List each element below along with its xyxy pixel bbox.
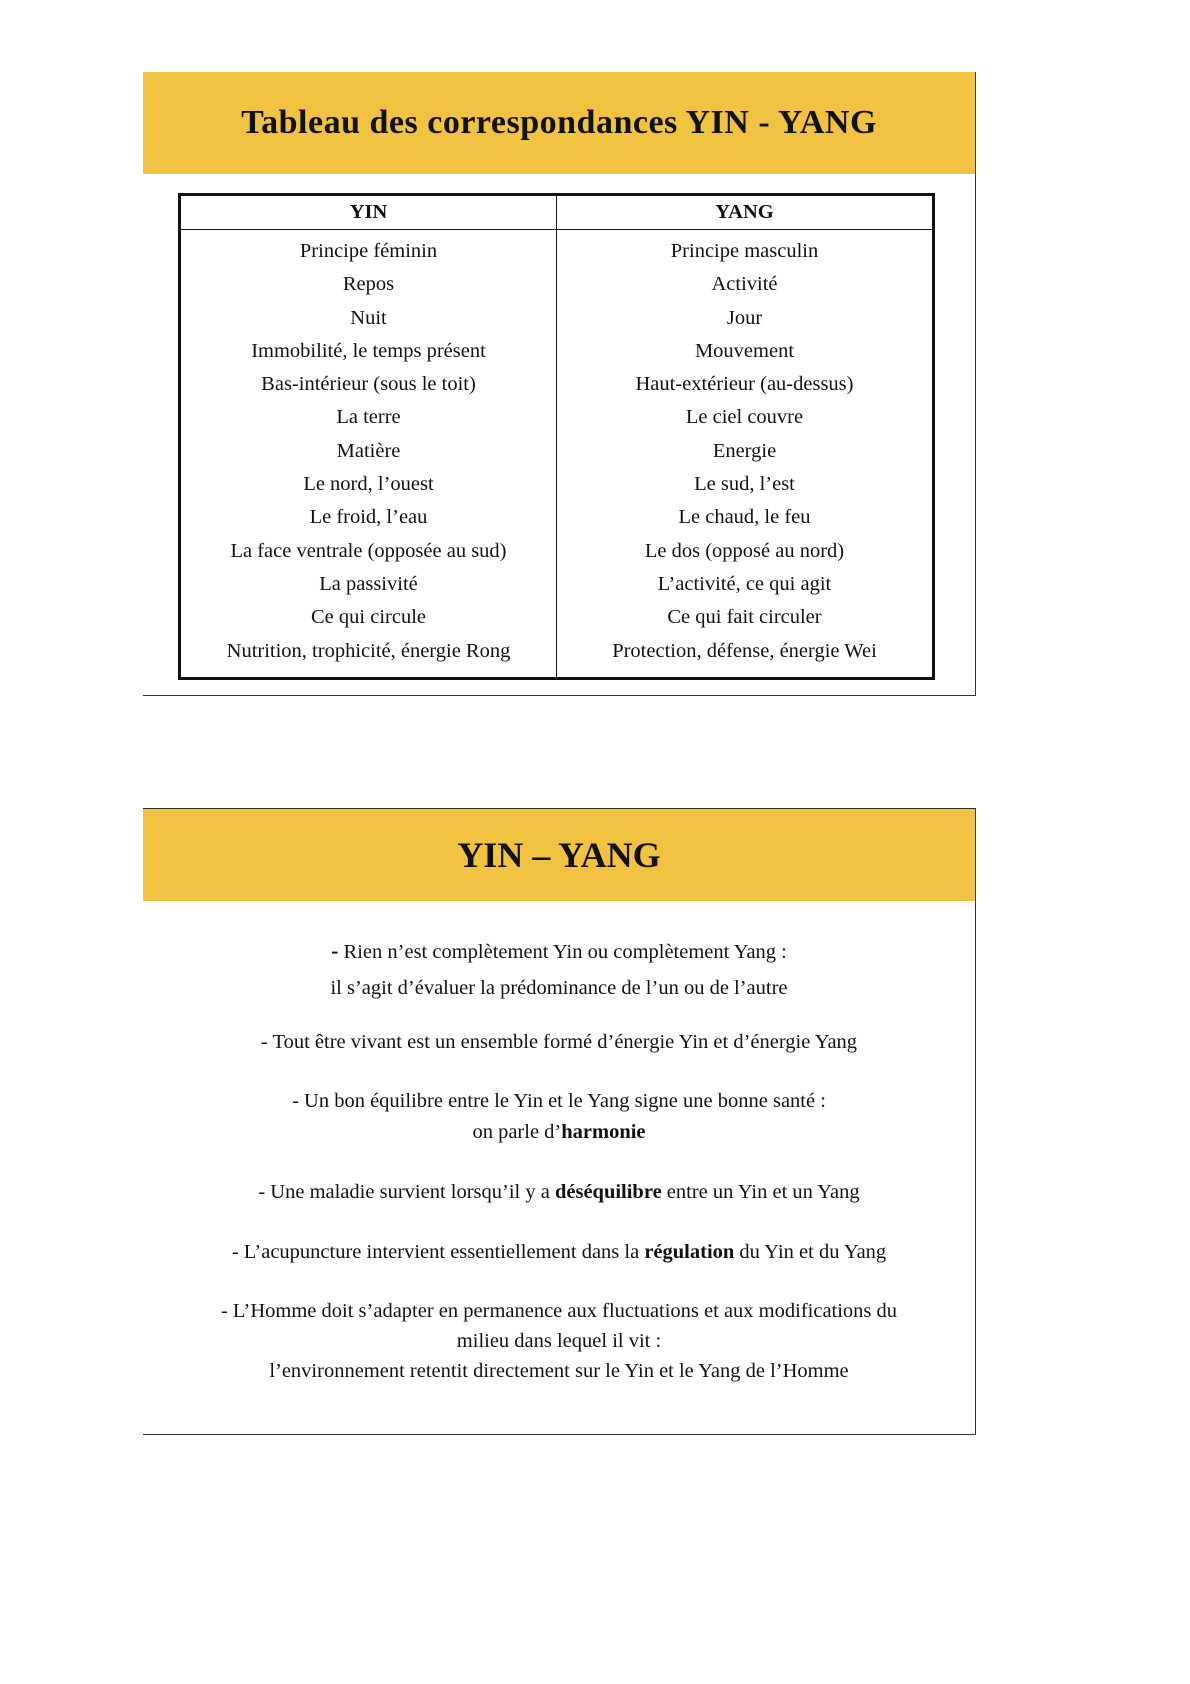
header-yang: YANG	[557, 195, 934, 230]
yin-cell: Ce qui circule	[311, 606, 426, 629]
p6-line3: l’environnement retentit directement sur le Yin et le Yang de l’Homme	[269, 1360, 849, 1382]
yin-cell: Le nord, l’ouest	[303, 473, 434, 496]
yang-cell: Le ciel couvre	[685, 406, 804, 429]
p1-line1: Rien n’est complètement Yin ou complètement Yang :	[338, 941, 787, 963]
yang-cell: Le chaud, le feu	[678, 506, 811, 529]
yang-column	[557, 230, 934, 679]
yin-cell: Nutrition, trophicité, énergie Rong	[226, 639, 511, 662]
correspondance-table	[178, 193, 935, 680]
p5-pre: - L’acupuncture intervient essentiellement dans la	[231, 1241, 645, 1263]
paragraph-6	[143, 1296, 975, 1386]
slide2-title: YIN – YANG	[143, 809, 975, 901]
yin-column	[180, 230, 557, 679]
slide-correspondances	[143, 72, 976, 696]
yang-cell: Haut-extérieur (au-dessus)	[635, 373, 854, 396]
yang-cell: Activité	[711, 273, 778, 296]
paragraph-4	[143, 1177, 975, 1208]
header-yin: YIN	[180, 195, 557, 230]
yin-cell: La face ventrale (opposée au sud)	[230, 539, 507, 562]
yang-cell: Jour	[726, 306, 763, 329]
yin-cell: Nuit	[350, 306, 387, 329]
yin-cell: Immobilité, le temps présent	[251, 339, 486, 362]
yin-cell: La terre	[336, 406, 401, 429]
p3-harmonie: harmonie	[561, 1121, 646, 1143]
slide1-title: Tableau des correspondances YIN - YANG	[143, 72, 975, 174]
paragraph-5	[143, 1237, 975, 1268]
yin-cell: Bas-intérieur (sous le toit)	[261, 373, 476, 396]
yang-cell: Le dos (opposé au nord)	[644, 539, 845, 562]
paragraph-2: - Tout être vivant est un ensemble formé d’énergie Yin et d’énergie Yang	[260, 1031, 858, 1053]
yang-cell: Principe masculin	[670, 240, 819, 262]
yang-cell: Le sud, l’est	[694, 473, 795, 496]
paragraph-3	[143, 1086, 975, 1148]
yang-cell: L’activité, ce qui agit	[657, 572, 832, 595]
yang-cell: Protection, défense, énergie Wei	[612, 639, 877, 662]
p5-bold: régulation	[644, 1241, 735, 1263]
p1-line2: il s’agit d’évaluer la prédominance de l’un ou de l’autre	[330, 977, 788, 999]
p4-bold: déséquilibre	[554, 1181, 662, 1203]
p6-line1: - L’Homme doit s’adapter en permanence aux fluctuations et aux modifications du	[220, 1300, 898, 1322]
p4-post: entre un Yin et un Yang	[661, 1181, 860, 1203]
slide-yin-yang	[143, 808, 976, 1435]
yin-cell: Repos	[342, 273, 395, 296]
p3-line2-pre: on parle d’	[472, 1121, 562, 1143]
yang-cell: Ce qui fait circuler	[667, 606, 822, 629]
yang-cell: Energie	[712, 439, 777, 462]
paragraph-1	[143, 935, 975, 1004]
p4-pre: - Une maladie survient lorsqu’il y a	[258, 1181, 555, 1203]
p3-line1: - Un bon équilibre entre le Yin et le Yang signe une bonne santé :	[292, 1090, 826, 1112]
p6-line2: milieu dans lequel il vit :	[456, 1330, 662, 1352]
yin-cell: Le froid, l’eau	[309, 506, 428, 529]
yin-cell: La passivité	[319, 572, 418, 595]
yang-cell: Mouvement	[694, 339, 795, 362]
yin-cell: Matière	[336, 439, 401, 462]
yin-cell: Principe féminin	[299, 240, 438, 262]
p5-post: du Yin et du Yang	[734, 1241, 887, 1263]
dash-bullet: -	[331, 938, 339, 963]
